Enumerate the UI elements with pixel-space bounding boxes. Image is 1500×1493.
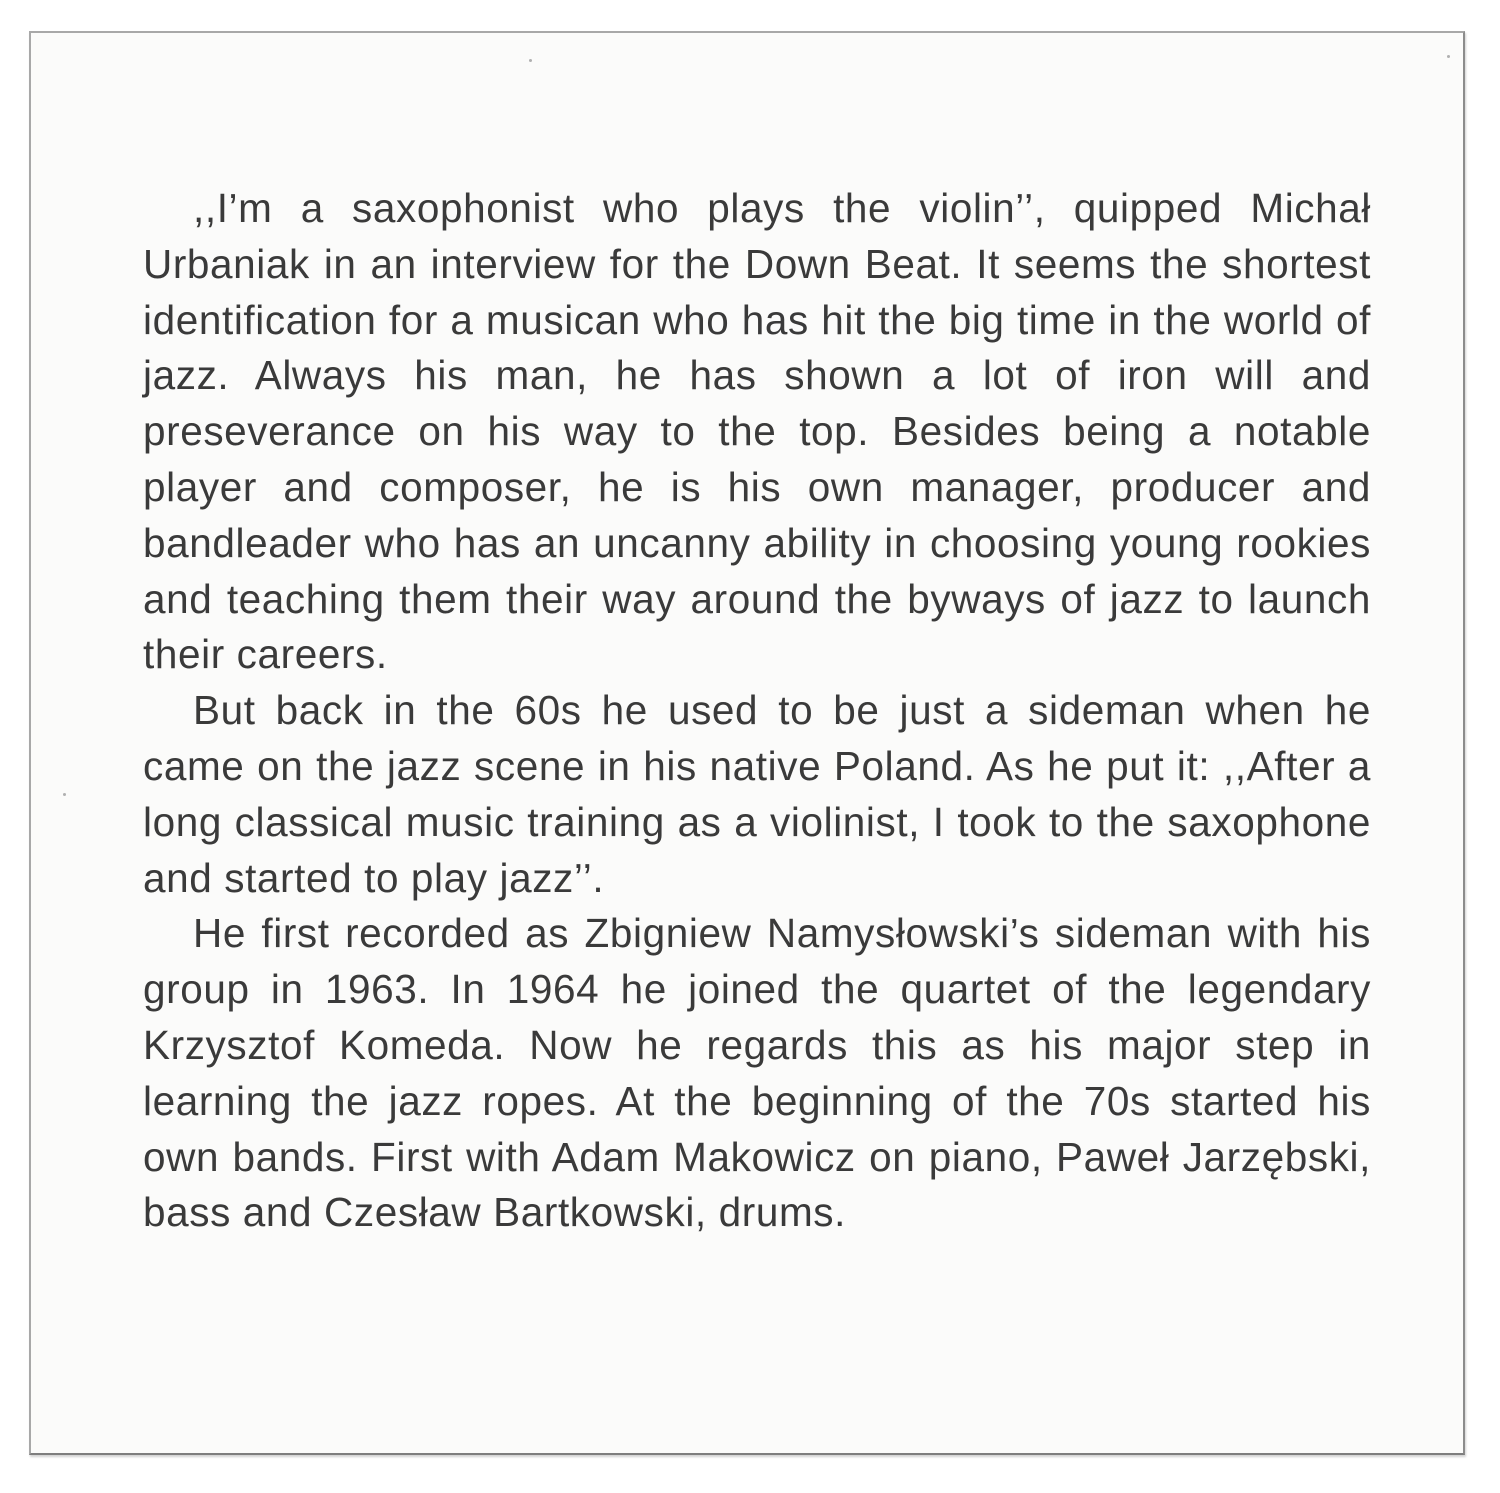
booklet-page — [29, 31, 1465, 1455]
paragraph-first-recordings: He first recorded as Zbigniew Namysłowski’s sideman with his group in 1963. In 1964 he joined the quartet of the legendary Krzysztof Komeda. Now he regards this as his major step in learning the jazz ropes. At the beginning of the 70s started his own bands. First with Adam Makowicz on piano, Paweł Jarzębski, bass and Czesław Bartkowski, drums. — [143, 910, 1371, 1236]
liner-notes-text — [143, 181, 1371, 1241]
paragraph-intro: ,,I’m a saxophonist who plays the violin’’, quipped Michał Urbaniak in an interview for the Down Beat. It seems the shortest identification for a musican who has hit the big time in the world of jazz. Always his man, he has shown a lot of iron will and preseverance on his way to the top. Besides being a notable player and composer, he is his own manager, producer and bandleader who has an uncanny ability in choosing young rookies and teaching them their way around the byways of jazz to launch their careers. — [143, 185, 1371, 678]
paper-speck — [1447, 55, 1450, 58]
paper-speck — [63, 793, 66, 796]
paper-speck — [529, 59, 532, 62]
paragraph-sixties: But back in the 60s he used to be just a sideman when he came on the jazz scene in his native Poland. As he put it: ,,After a long classical music training as a violinist, I took to the saxophone and started to play jazz’’. — [143, 687, 1371, 901]
